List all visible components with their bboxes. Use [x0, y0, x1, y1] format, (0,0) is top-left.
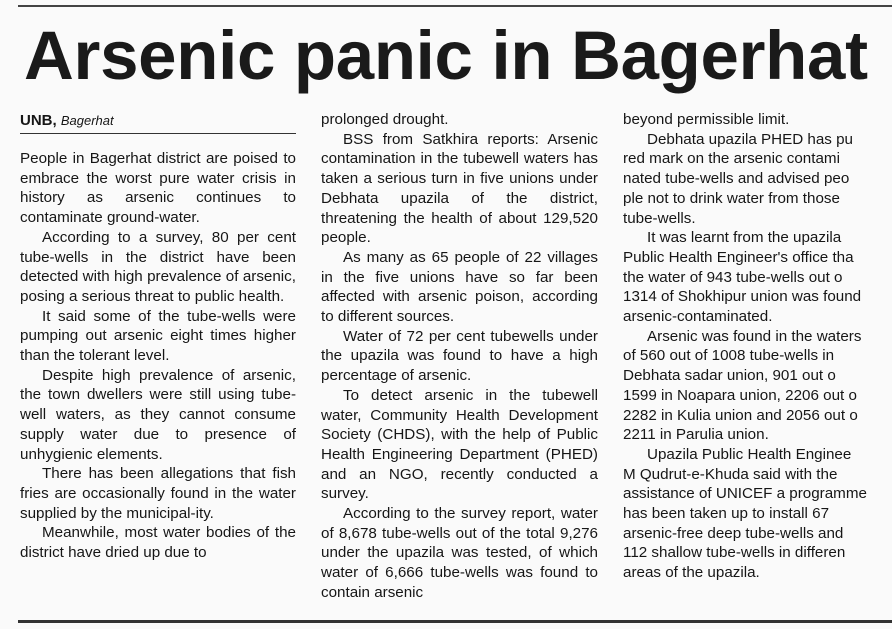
article-column-3: [623, 110, 892, 618]
paragraph: [623, 445, 892, 583]
text-line: beyond permissible limit.: [623, 111, 790, 128]
text-line: Debhata upazila PHED has pu: [647, 130, 854, 148]
text-line: M Qudrut-e-Khuda said with the: [623, 465, 838, 483]
text-line: the water of 943 tube-wells out o: [623, 268, 843, 286]
text-line: of 560 out of 1008 tube-wells in: [623, 347, 835, 365]
text-line: 1599 in Noapara union, 2206 out o: [623, 386, 857, 404]
text-line: ple not to drink water from those: [623, 189, 840, 207]
byline-source: UNB,: [20, 112, 57, 129]
article-column-1: [20, 149, 296, 619]
text-line: 2282 in Kulia union and 2056 out o: [623, 406, 858, 424]
text-line: 112 shallow tube-wells in differen: [623, 544, 846, 562]
paragraph: prolonged drought.: [321, 111, 449, 128]
text-line: red mark on the arsenic contami: [623, 150, 840, 168]
paragraph: People in Bagerhat district are poised to embrace the worst pure water crisis in history as arsenic continues to contaminate ground-water.: [20, 150, 296, 227]
text-line: It was learnt from the upazila: [647, 229, 842, 247]
text-line: tube-wells.: [623, 209, 696, 227]
paragraph: Meanwhile, most water bodies of the district have dried up due to: [20, 524, 296, 562]
byline-location: Bagerhat: [60, 113, 114, 128]
bottom-rule: [18, 620, 892, 623]
paragraph: There has been allegations that fish fries are occasionally found in the water supplied by the municipal-ity.: [20, 465, 296, 522]
text-line: nated tube-wells and advised peo: [623, 170, 850, 188]
paragraph: It said some of the tube-wells were pumping out arsenic eight times higher than the tolerant level.: [20, 307, 296, 365]
paragraph: Water of 72 per cent tubewells under the upazila was found to have a high percentage of arsenic.: [321, 327, 598, 385]
paragraph: According to the survey report, water of 8,678 tube-wells out of the total 9,276 under the upazila was tested, of which water of 6,666 tube-wells was found to contain arsenic: [321, 505, 598, 601]
paragraph: [623, 130, 892, 229]
headline: Arsenic panic in Bagerhat: [24, 17, 868, 94]
text-line: has been taken up to install 67: [623, 505, 830, 523]
text-line: Public Health Engineer's office tha: [623, 248, 854, 266]
text-line: 2211 in Parulia union.: [623, 426, 769, 444]
top-rule: [18, 5, 892, 7]
byline: [20, 111, 296, 134]
text-line: assistance of UNICEF a programme: [623, 485, 867, 503]
paragraph: BSS from Satkhira reports: Arsenic contamination in the tubewell waters has taken a serious turn in five unions under Debhata upazila of the district, threatening the health of about 129,520 people.: [321, 130, 598, 247]
text-line: arsenic-free deep tube-wells and: [623, 524, 844, 542]
article-column-2: [321, 110, 598, 618]
text-line: Arsenic was found in the waters: [647, 327, 862, 345]
paragraph: Despite high prevalence of arsenic, the town dwellers were still using tube-well waters, as they cannot consume supply water due to presence of unhygienic elements.: [20, 366, 296, 463]
paragraph: To detect arsenic in the tubewell water, Community Health Development Society (CHDS), with the help of Public Health Engineering Department (PHED) and an NGO, recently conducted a survey.: [321, 386, 598, 503]
paragraph: According to a survey, 80 per cent tube-wells in the district have been detected with high prevalence of arsenic, posing a serious threat to public health.: [20, 228, 296, 305]
text-line: Upazila Public Health Enginee: [647, 445, 852, 463]
text-line: Debhata sadar union, 901 out o: [623, 367, 836, 385]
paragraph: [623, 110, 892, 130]
paragraph: [623, 228, 892, 327]
paragraph: As many as 65 people of 22 villages in the five unions have so far been affected with arsenic poison, according to different sources.: [321, 248, 598, 326]
text-line: arsenic-contaminated.: [623, 308, 773, 326]
text-line: 1314 of Shokhipur union was found: [623, 288, 862, 306]
text-line: areas of the upazila.: [623, 564, 760, 582]
paragraph: [623, 327, 892, 445]
